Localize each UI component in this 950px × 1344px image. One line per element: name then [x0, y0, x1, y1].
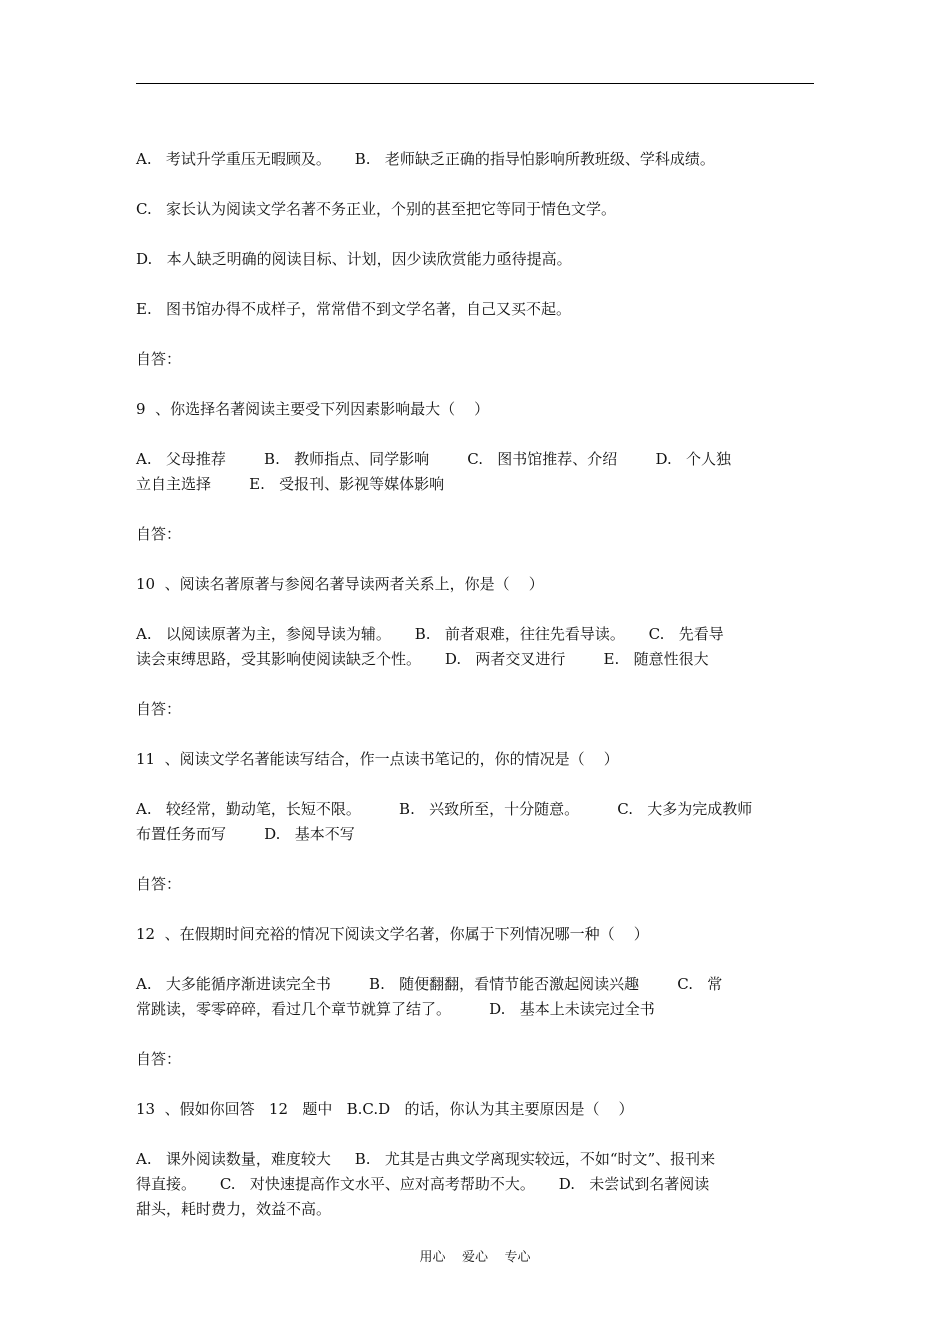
q11-question: 11 、阅读文学名著能读写结合，作一点读书笔记的，你的情况是（ ）	[136, 750, 619, 768]
q13-options-line2: 得直接。 C. 对快速提高作文水平、应对高考帮助不大。 D. 未尝试到名著阅读	[136, 1175, 710, 1193]
q10-options-line1: A. 以阅读原著为主，参阅导读为辅。 B. 前者艰难，往往先看导读。 C. 先看导	[136, 625, 724, 643]
q8-option-c: C. 家长认为阅读文学名著不务正业，个别的甚至把它等同于情色文学。	[136, 200, 617, 218]
q8-self-answer: 自答：	[136, 350, 182, 368]
q10-question: 10 、阅读名著原著与参阅名著导读两者关系上，你是（ ）	[136, 575, 544, 593]
q9-options-line1: A. 父母推荐 B. 教师指点、同学影响 C. 图书馆推荐、介绍 D. 个人独	[136, 450, 732, 468]
q12-options-line1: A. 大多能循序渐进读完全书 B. 随便翻翻，看情节能否激起阅读兴趣 C. 常	[136, 975, 723, 993]
q12-options-line2: 常跳读，零零碎碎，看过几个章节就算了结了。 D. 基本上未读完过全书	[136, 1000, 655, 1018]
q10-options-line2: 读会束缚思路，受其影响使阅读缺乏个性。 D. 两者交叉进行 E. 随意性很大	[136, 650, 709, 668]
q11-options-line1: A. 较经常，勤动笔，长短不限。 B. 兴致所至，十分随意。 C. 大多为完成教师	[136, 800, 753, 818]
q11-self-answer: 自答：	[136, 875, 182, 893]
q8-option-e: E. 图书馆办得不成样子，常常借不到文学名著，自己又买不起。	[136, 300, 572, 318]
q9-self-answer: 自答：	[136, 525, 182, 543]
header-rule	[136, 83, 814, 84]
q9-options-line2: 立自主选择 E. 受报刊、影视等媒体影响	[136, 475, 445, 493]
q13-question: 13 、假如你回答 12 题中 B.C.D 的话，你认为其主要原因是（ ）	[136, 1100, 634, 1118]
q9-question: 9 、你选择名著阅读主要受下列因素影响最大（ ）	[136, 400, 490, 418]
q13-options-line3: 甜头，耗时费力，效益不高。	[136, 1200, 332, 1218]
document-body	[136, 147, 814, 1222]
q10-self-answer: 自答：	[136, 700, 182, 718]
q11-options-line2: 布置任务而写 D. 基本不写	[136, 825, 355, 843]
q12-question: 12 、在假期时间充裕的情况下阅读文学名著，你属于下列情况哪一种（ ）	[136, 925, 649, 943]
q8-option-d: D. 本人缺乏明确的阅读目标、计划，因少读欣赏能力亟待提高。	[136, 250, 572, 268]
q12-self-answer: 自答：	[136, 1050, 182, 1068]
q8-option-ab: A. 考试升学重压无暇顾及。 B. 老师缺乏正确的指导怕影响所教班级、学科成绩。	[136, 150, 715, 168]
page-footer: 用心 爱心 专心	[419, 1250, 531, 1265]
q13-options-line1: A. 课外阅读数量，难度较大 B. 尤其是古典文学离现实较远，不如“时文”、报刊来	[136, 1150, 716, 1168]
